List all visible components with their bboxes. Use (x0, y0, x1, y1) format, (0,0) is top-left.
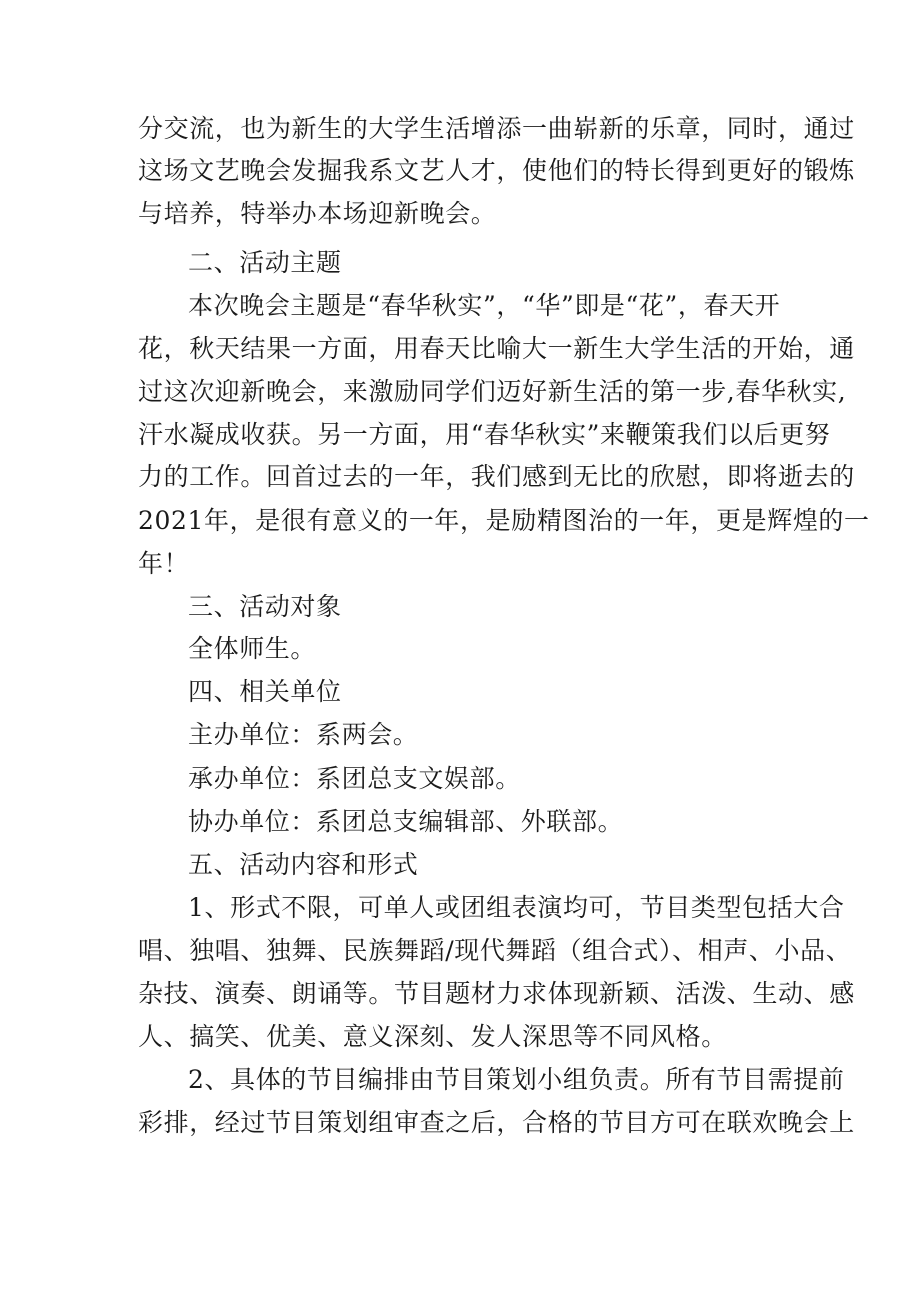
paragraph-line: 杂技、演奏、朗诵等。节目题材力求体现新颖、活泼、生动、感 (138, 979, 855, 1008)
paragraph-line: 过这次迎新晚会，来激励同学们迈好新生活的第一步,春华秋实, (138, 377, 847, 406)
paragraph-line: 力的工作。回首过去的一年，我们感到无比的欣慰，即将逝去的 (138, 462, 855, 491)
paragraph-line: 年！ (138, 549, 190, 578)
paragraph-line: 2021年，是很有意义的一年，是励精图治的一年，更是辉煌的一 (138, 506, 870, 535)
paragraph-line: 2、具体的节目编排由节目策划小组负责。所有节目需提前 (188, 1065, 845, 1094)
target-text: 全体师生。 (188, 634, 317, 663)
section-heading-content: 五、活动内容和形式 (188, 850, 419, 879)
section-heading-theme: 二、活动主题 (188, 248, 342, 277)
paragraph-line: 汗水凝成收获。另一方面，用“春华秋实”来鞭策我们以后更努 (138, 420, 831, 449)
paragraph-line: 这场文艺晚会发掘我系文艺人才，使他们的特长得到更好的锻炼 (138, 156, 855, 185)
paragraph-line: 1、形式不限，可单人或团组表演均可，节目类型包括大合 (188, 893, 845, 922)
paragraph-line: 分交流，也为新生的大学生活增添一曲崭新的乐章，同时，通过 (138, 114, 855, 143)
co-organizer-unit: 协办单位：系团总支编辑部、外联部。 (188, 807, 624, 836)
organizer-unit: 承办单位：系团总支文娱部。 (188, 764, 521, 793)
paragraph-line: 本次晚会主题是“春华秋实”，“华”即是“花”，春天开 (188, 291, 781, 320)
paragraph-line: 唱、独唱、独舞、民族舞蹈/现代舞蹈（组合式）、相声、小品、 (138, 936, 852, 965)
section-heading-units: 四、相关单位 (188, 677, 342, 706)
paragraph-line: 人、搞笑、优美、意义深刻、发人深思等不同风格。 (138, 1022, 727, 1051)
host-unit: 主办单位：系两会。 (188, 720, 419, 749)
paragraph-line: 与培养，特举办本场迎新晚会。 (138, 199, 497, 228)
paragraph-line: 花，秋天结果一方面，用春天比喻大一新生大学生活的开始，通 (138, 334, 855, 363)
paragraph-line: 彩排，经过节目策划组审查之后，合格的节目方可在联欢晚会上 (138, 1108, 855, 1137)
section-heading-target: 三、活动对象 (188, 592, 342, 621)
